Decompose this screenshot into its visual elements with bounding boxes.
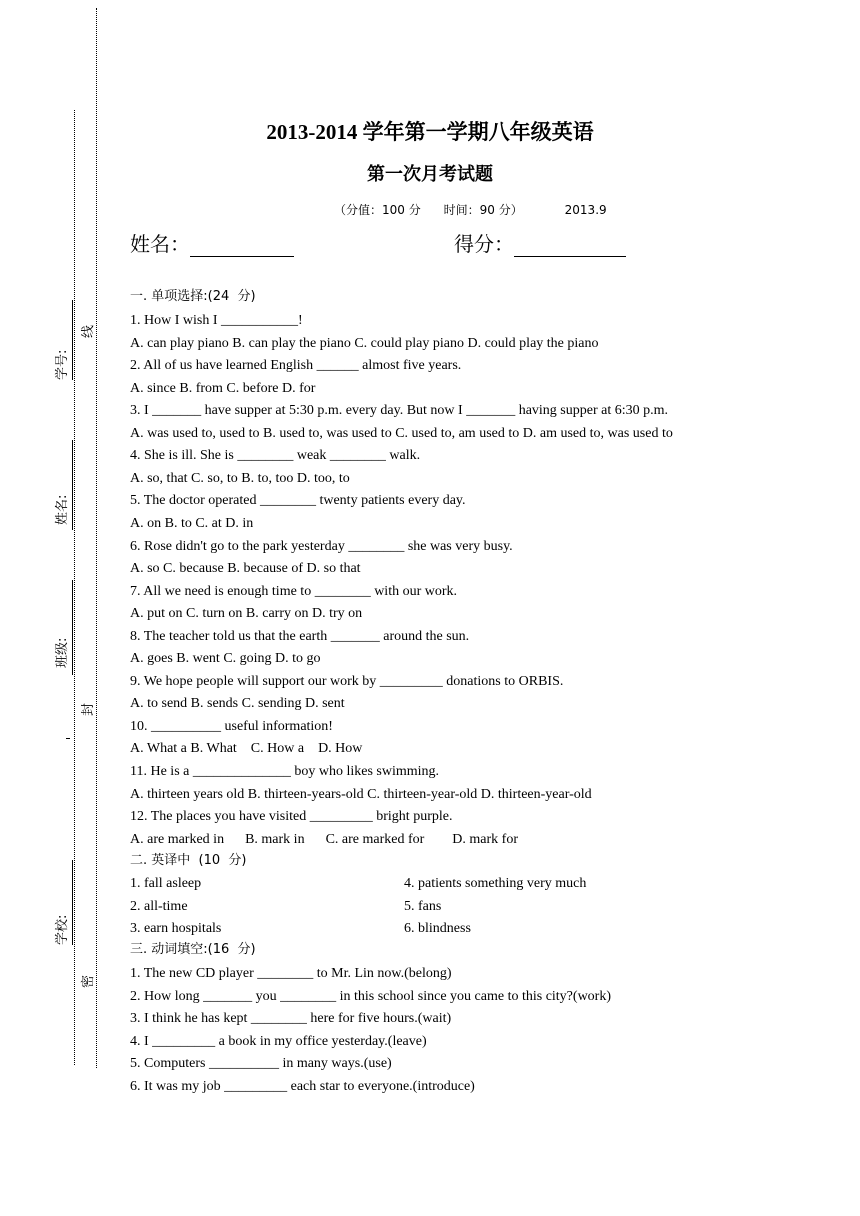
question-line: A. thirteen years old B. thirteen-years-old C. thirteen-year-old D. thirteen-year-old xyxy=(130,786,592,802)
name-field-line xyxy=(72,440,73,530)
id-field-line xyxy=(72,300,73,380)
student-name-label: 姓名： xyxy=(130,232,190,256)
score-label: 得分： xyxy=(454,232,514,256)
question-line: 11. He is a ______________ boy who likes swimming. xyxy=(130,764,440,779)
score-field[interactable] xyxy=(454,228,626,257)
section2-heading: 二. 英译中 (10 分) xyxy=(130,853,247,868)
question-line: A. can play piano B. can play the piano C. could play piano D. could play the piano xyxy=(130,335,599,351)
translation-item: 5. fans xyxy=(404,898,442,914)
verb-question-line: 2. How long _______ you ________ in this school since you came to this city?(work) xyxy=(130,988,611,1004)
question-line: 6. Rose didn't go to the park yesterday ________ she was very busy. xyxy=(130,538,513,554)
question-line: 10. __________ useful information! xyxy=(130,718,333,734)
verb-question-line: 5. Computers __________ in many ways.(use) xyxy=(130,1056,392,1072)
section3-heading: 三. 动词填空:(16 分) xyxy=(130,942,256,957)
question-line: A. so, that C. so, to B. to, too D. too, to xyxy=(130,470,350,486)
question-line: 3. I _______ have supper at 5:30 p.m. every day. But now I _______ having supper at 6:30 p.m. xyxy=(130,403,669,419)
seal-char-secret: 密 xyxy=(81,974,96,988)
question-line: 1. How I wish I ___________! xyxy=(130,313,303,328)
student-name-blank[interactable] xyxy=(190,236,294,257)
seal-char-line: 线 xyxy=(81,324,96,338)
question-line: A. since B. from C. before D. for xyxy=(130,380,316,396)
question-line: 8. The teacher told us that the earth _______ around the sun. xyxy=(130,628,470,644)
seal-char-seal: 封 xyxy=(81,702,96,716)
margin-label-school: 学校: xyxy=(55,914,70,945)
verb-question-line: 1. The new CD player ________ to Mr. Lin now.(belong) xyxy=(130,966,452,981)
verb-question-line: 4. I _________ a book in my office yesterday.(leave) xyxy=(130,1033,427,1049)
section1-heading: 一. 单项选择:(24 分) xyxy=(130,289,256,304)
exam-title: 2013-2014 学年第一学期八年级英语 xyxy=(266,120,594,144)
margin-label-class: 班级: xyxy=(55,637,70,668)
translation-item: 4. patients something very much xyxy=(404,876,587,891)
margin-label-id: 学号: xyxy=(55,349,70,380)
score-blank[interactable] xyxy=(514,236,626,257)
question-line: A. put on C. turn on B. carry on D. try on xyxy=(130,606,363,622)
question-line: A. on B. to C. at D. in xyxy=(130,515,254,531)
question-line: 7. All we need is enough time to ________ with our work. xyxy=(130,583,458,599)
question-line: 12. The places you have visited _________ bright purple. xyxy=(130,809,453,825)
margin-dash-mark xyxy=(66,738,70,739)
question-line: 2. All of us have learned English ______ almost five years. xyxy=(130,358,462,374)
question-line: 4. She is ill. She is ________ weak ________ walk. xyxy=(130,448,421,464)
translation-item: 3. earn hospitals xyxy=(130,921,222,936)
question-line: A. so C. because B. because of D. so that xyxy=(130,561,361,577)
question-line: A. are marked in B. mark in C. are marked for D. mark for xyxy=(130,831,518,847)
question-line: A. What a B. What C. How a D. How xyxy=(130,741,363,757)
question-line: 5. The doctor operated ________ twenty patients every day. xyxy=(130,493,466,509)
translation-item: 6. blindness xyxy=(404,921,471,936)
translation-item: 1. fall asleep xyxy=(130,876,202,891)
question-line: A. was used to, used to B. used to, was used to C. used to, am used to D. am used to, was used to xyxy=(130,425,673,441)
question-line: A. goes B. went C. going D. to go xyxy=(130,651,321,667)
verb-question-line: 3. I think he has kept ________ here for five hours.(wait) xyxy=(130,1011,452,1027)
exam-meta: （分值：100 分 时间：90 分） 2013.9 xyxy=(334,203,607,217)
question-line: 9. We hope people will support our work by _________ donations to ORBIS. xyxy=(130,673,564,689)
student-name-field[interactable] xyxy=(130,228,294,257)
binding-margin-inner-dotted-line xyxy=(74,110,75,1065)
exam-subtitle: 第一次月考试题 xyxy=(367,164,493,184)
margin-label-name: 姓名: xyxy=(55,494,70,525)
question-line: A. to send B. sends C. sending D. sent xyxy=(130,696,345,712)
school-field-line xyxy=(72,860,73,945)
class-field-line xyxy=(72,580,73,675)
verb-question-line: 6. It was my job _________ each star to everyone.(introduce) xyxy=(130,1079,475,1094)
translation-item: 2. all-time xyxy=(130,898,188,914)
